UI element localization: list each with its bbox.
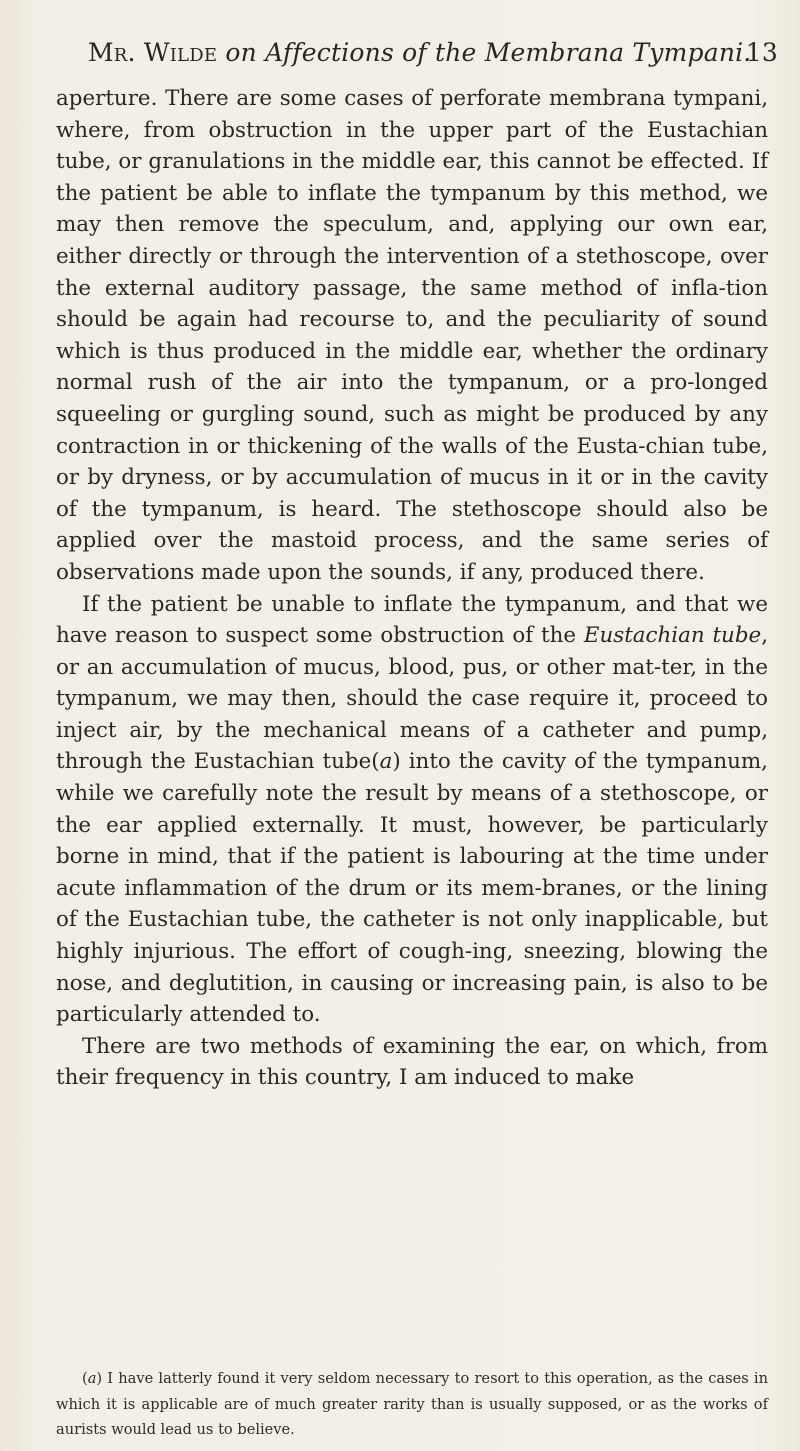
paragraph-2-italic: Eustachian tube — [583, 623, 762, 649]
footnote: (a) I have latterly found it very seldom necessary to resort to this operation, as the cases in which it is applicable are of much greater rarity than is usually supposed, or as the works of aurists would lead us to believe. — [56, 1370, 768, 1438]
header-title: Affections of the Membrana Tympani. — [265, 38, 752, 67]
header-connector — [225, 38, 257, 67]
body-text — [56, 83, 768, 1094]
footnote-text: I have latterly found it very seldom necessary to resort to this operation, as the cases in which it is applicable are of much greater rarity than is usually supposed, or as the works of aurists would lead us to believe. — [56, 1370, 768, 1438]
paragraph-2-end: ) into the cavity of the tympanum, while we carefully note the result by means of a stethoscope, or the ear applied externally. It must, however, be particularly borne in mind, that if the patient is labouring at the time under acute inflammation of the drum or its mem-branes, or the lining of the Eustachian tube, the catheter is not only inapplicable, but highly injurious. The effort of cough-ing, sneezing, blowing the nose, and deglutition, in causing or increasing pain, is also to be particularly attended to. — [56, 749, 768, 1028]
page-number: 13 — [745, 38, 778, 67]
paragraph-1: aperture. There are some cases of perforate membrana tympani, where, from obstruction in the upper part of the Eustachian tube, or granulations in the middle ear, this cannot be effected. If the patient be able to inflate the tympanum by this method, we may then remove the speculum, and, applying our own ear, either directly or through the intervention of a stethoscope, over the external auditory passage, the same method of infla-tion should be again had recourse to, and the peculiarity of sound which is thus produced in the middle ear, whether the ordinary normal rush of the air into the tympanum, or a pro-longed squeeling or gurgling sound, such as might be produced by any contraction in or thickening of the walls of the Eusta-chian tube, or by dryness, or by accumulation of mucus in it or in the cavity of the tympanum, is heard. The stethoscope should also be applied over the mastoid process, and the same series of observations made upon the sounds, if any, produced there. — [56, 86, 768, 585]
running-head — [88, 38, 778, 78]
footnote-mark: a — [87, 1370, 97, 1387]
paragraph-3: There are two methods of examining the ear, on which, from their frequency in this country, I am induced to make — [56, 1033, 768, 1091]
paragraph-2-middle: , or an accumulation of mucus, blood, pus, or other mat-ter, in the tympanum, we may then, should the case require it, proceed to inject air, by the mechanical means of a catheter and pump, through the Eustachian tube( — [56, 623, 768, 775]
paragraph-2-start: If the patient be unable to inflate the tympanum, and that we have reason to suspect some obstruction of the — [56, 591, 768, 649]
header-connector-text: on — [225, 38, 257, 67]
header-author: Mr. Wilde — [88, 38, 218, 67]
footnote-reference: a — [379, 749, 393, 775]
paragraph-2 — [56, 589, 768, 1031]
